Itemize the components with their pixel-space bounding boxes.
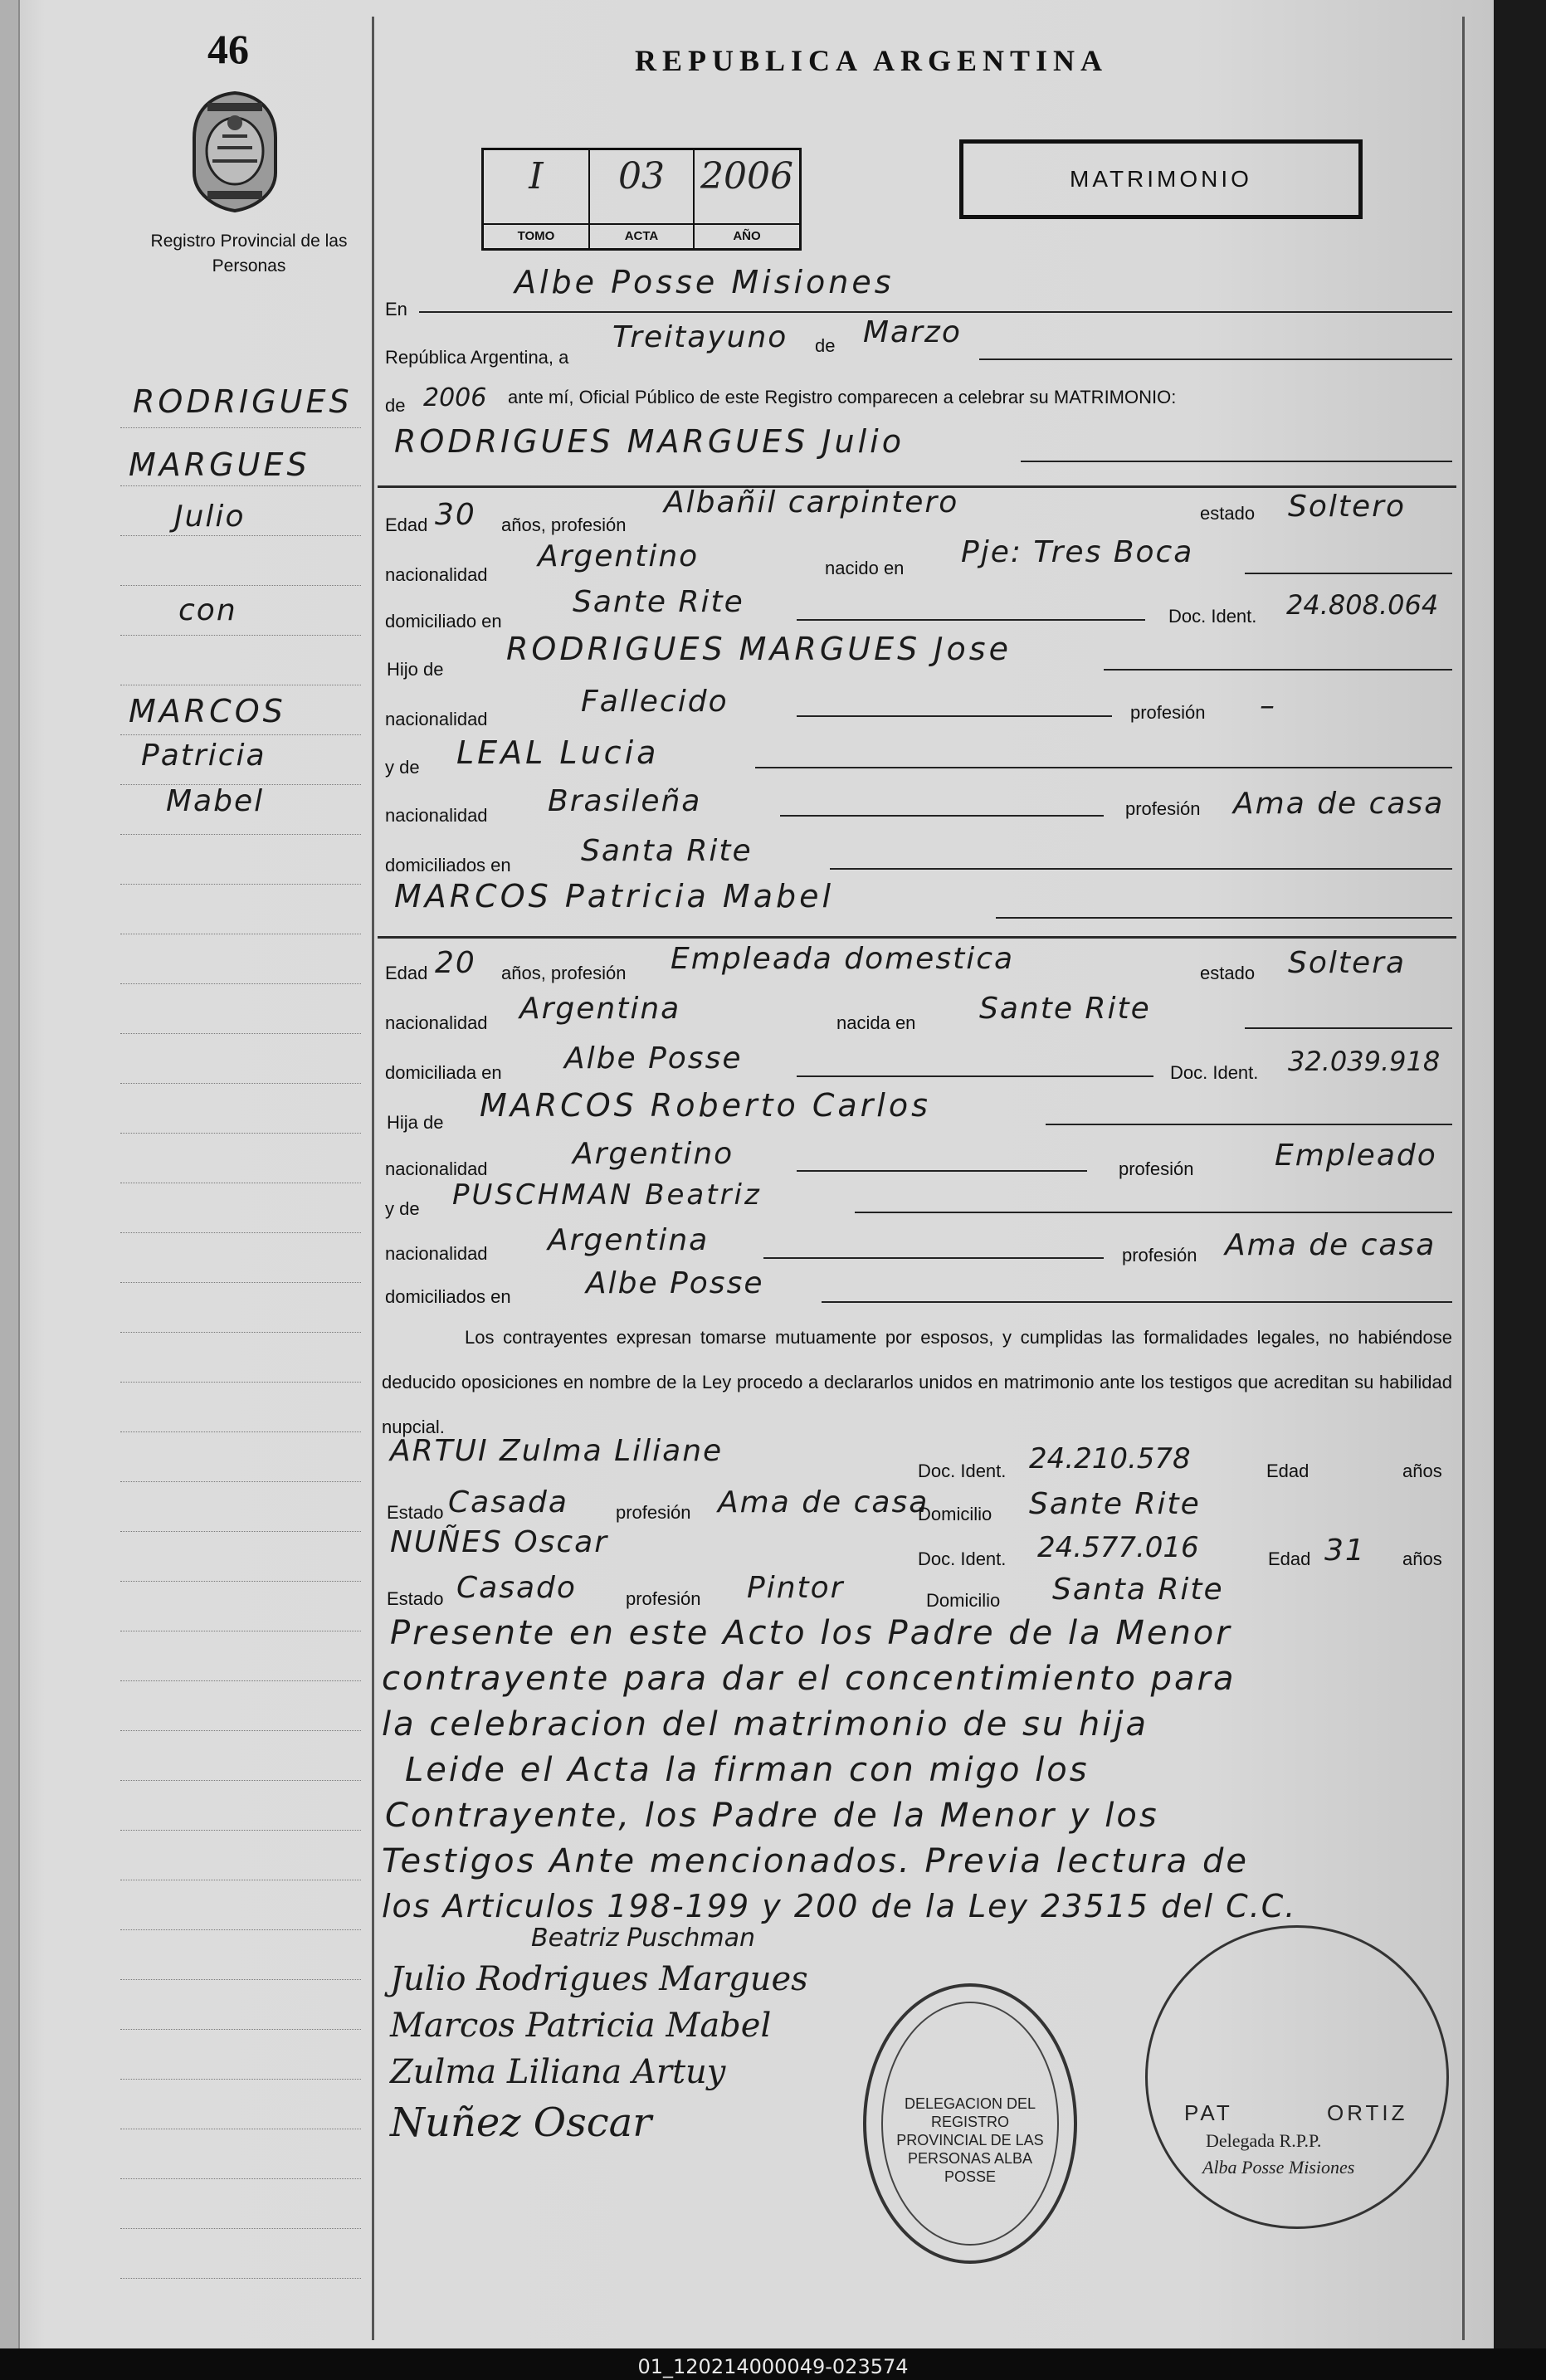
witness-1-profession: Ama de casa <box>718 1485 929 1519</box>
witness-1-domicilio-label: Domicilio <box>918 1504 992 1524</box>
groom-nationality: Argentino <box>538 539 700 573</box>
bride-nacionalidad-label: nacionalidad <box>385 1012 488 1033</box>
margin-divider <box>372 17 374 2340</box>
groom-father-profession: – <box>1260 689 1276 723</box>
fill-line <box>979 358 1452 360</box>
fill-line <box>797 715 1112 717</box>
witness-2-doc-label: Doc. Ident. <box>918 1548 1007 1569</box>
margin-rule <box>120 427 361 428</box>
fill-line <box>419 311 1452 313</box>
margin-bride-name-1: Patricia <box>141 739 266 773</box>
fill-line <box>855 1212 1452 1213</box>
bride-mother-prof-label: profesión <box>1122 1245 1197 1266</box>
delegation-stamp <box>863 1983 1077 2264</box>
document-title: REPUBLICA ARGENTINA <box>634 44 1109 77</box>
signature: Zulma Liliana Artuy <box>390 2053 726 2091</box>
margin-rule <box>120 2228 361 2229</box>
bride-mother-profession: Ama de casa <box>1225 1228 1436 1262</box>
intro-text: ante mí, Oficial Público de este Registro comparecen a celebrar su MATRIMONIO: <box>508 387 1177 407</box>
scan-footer: 01_120214000049-023574 <box>637 2355 909 2378</box>
bride-parents-domicile: Albe Posse <box>586 1266 764 1300</box>
witness-1-doc: 24.210.578 <box>1029 1442 1191 1475</box>
groom-birthplace: Pje: Tres Boca <box>961 535 1194 569</box>
fill-line <box>822 1301 1452 1303</box>
day-value: Treitayuno <box>612 320 788 354</box>
fill-line <box>830 868 1452 870</box>
margin-rule <box>120 485 361 486</box>
fill-line <box>1104 669 1452 671</box>
witness-1-profesion-label: profesión <box>616 1502 691 1523</box>
tomo-value: I <box>529 155 544 198</box>
bride-mother: PUSCHMAN Beatriz <box>452 1178 762 1212</box>
margin-rule <box>120 884 361 885</box>
groom-doc: 24.808.064 <box>1286 589 1439 621</box>
act-type-box: MATRIMONIO <box>959 139 1363 219</box>
page-number: 46 <box>207 26 249 72</box>
groom-mother-nationality: Brasileña <box>548 784 702 818</box>
margin-groom-name: Julio <box>174 500 246 534</box>
registry-label: Registro Provincial de las Personas <box>150 232 348 276</box>
witness-2-profesion-label: profesión <box>626 1588 701 1609</box>
bride-edad-label: Edad <box>385 963 428 983</box>
bride-anos-profesion-label: años, profesión <box>501 963 627 983</box>
official-stamp-line-4: Alba Posse Misiones <box>1202 2157 1355 2178</box>
official-stamp-line-3: Delegada R.P.P. <box>1206 2130 1322 2151</box>
margin-rule <box>120 1730 361 1731</box>
groom-nacido-label: nacido en <box>825 558 905 578</box>
margin-rule <box>120 1680 361 1681</box>
tomo-cell <box>484 150 590 248</box>
place-value: Albe Posse Misiones <box>515 264 895 300</box>
groom-mother-nat-label: nacionalidad <box>385 805 488 826</box>
bride-domiciliada-label: domiciliada en <box>385 1062 502 1083</box>
margin-rule <box>120 2278 361 2279</box>
page-binding <box>0 0 20 2348</box>
margin-rule <box>120 1830 361 1831</box>
margin-rule <box>120 2178 361 2179</box>
groom-yde-label: y de <box>385 757 420 778</box>
bride-father-prof-label: profesión <box>1119 1158 1194 1179</box>
witness-1-anos-label: años <box>1402 1461 1442 1481</box>
bride-yde-label: y de <box>385 1198 420 1219</box>
declaration-paragraph: Los contrayentes expresan tomarse mutuamente por esposos, y cumplidas las formalidades legales, no habiéndose deducido oposiciones en nombre de la Ley procedo a declararlos unidos en matrimonio ante los testigos que acreditan su habilidad nupcial. <box>382 1327 1452 1437</box>
bride-doc-label: Doc. Ident. <box>1170 1062 1259 1083</box>
month-value: Marzo <box>863 315 962 349</box>
year-value: 2006 <box>423 383 487 412</box>
groom-hijo-label: Hijo de <box>387 659 444 680</box>
groom-anos-profesion-label: años, profesión <box>501 515 627 535</box>
margin-rule <box>120 635 361 636</box>
margin-bride-surname: MARCOS <box>129 693 286 729</box>
official-stamp <box>1145 1925 1449 2229</box>
margin-rule <box>120 585 361 586</box>
margin-rule <box>120 1531 361 1532</box>
fill-line <box>797 1075 1153 1077</box>
margin-rule <box>120 983 361 984</box>
section-separator <box>378 936 1456 939</box>
witness-1-name: ARTUI Zulma Liliane <box>390 1434 724 1468</box>
groom-edad-label: Edad <box>385 515 428 535</box>
bride-domicile: Albe Posse <box>564 1041 743 1075</box>
scan-edge <box>1494 0 1546 2348</box>
acta-cell <box>590 150 695 248</box>
groom-father-nat-label: nacionalidad <box>385 709 488 729</box>
groom-marital-status: Soltero <box>1288 490 1406 524</box>
bride-mother-nat-label: nacionalidad <box>385 1243 488 1264</box>
margin-rule <box>120 1780 361 1781</box>
witness-2-edad-label: Edad <box>1268 1548 1311 1569</box>
margin-groom-surname-2: MARGUES <box>129 446 310 483</box>
bride-estado-label: estado <box>1200 963 1256 983</box>
fill-line <box>797 619 1145 621</box>
note-line: Contrayente, los Padre de la Menor y los <box>385 1797 1159 1835</box>
bride-nationality: Argentina <box>519 992 681 1026</box>
margin-rule <box>120 734 361 735</box>
registration-box <box>481 148 802 251</box>
de-label: de <box>815 335 836 356</box>
witness-1-status: Casada <box>448 1485 568 1519</box>
note-line: contrayente para dar el concentimiento para <box>382 1660 1236 1698</box>
bride-father: MARCOS Roberto Carlos <box>480 1087 931 1124</box>
groom-doc-label: Doc. Ident. <box>1168 606 1257 627</box>
en-label: En <box>385 299 407 319</box>
bride-nacida-label: nacida en <box>836 1012 916 1033</box>
witness-2-profession: Pintor <box>747 1571 845 1605</box>
groom-full-name: RODRIGUES MARGUES Julio <box>394 423 905 460</box>
margin-rule <box>120 1083 361 1084</box>
groom-age: 30 <box>435 498 476 532</box>
signature: Marcos Patricia Mabel <box>390 2007 772 2045</box>
margin-groom-surname-1: RODRIGUES <box>133 383 353 420</box>
tomo-label: TOMO <box>484 223 588 248</box>
witness-2-domicilio-label: Domicilio <box>926 1590 1001 1611</box>
bride-father-profession: Empleado <box>1275 1139 1437 1173</box>
note-line: los Articulos 198-199 y 200 de la Ley 23515 del C.C. <box>382 1888 1297 1924</box>
official-stamp-line-2: ORTIZ <box>1327 2100 1408 2125</box>
acta-label: ACTA <box>590 223 693 248</box>
witness-2-estado-label: Estado <box>387 1588 444 1609</box>
margin-rule <box>120 1979 361 1980</box>
bride-age: 20 <box>435 946 476 980</box>
groom-father: RODRIGUES MARGUES Jose <box>506 631 1012 667</box>
margin-rule <box>120 2079 361 2080</box>
fill-line <box>1021 461 1452 462</box>
margin-rule <box>120 1133 361 1134</box>
right-border <box>1462 17 1465 2340</box>
margin-rule <box>120 1382 361 1383</box>
margin-rule <box>120 1033 361 1034</box>
year-prefix: de <box>385 395 406 416</box>
margin-rule <box>120 535 361 536</box>
note-line: Leide el Acta la firman con migo los <box>405 1751 1090 1789</box>
ano-value: 2006 <box>700 155 793 198</box>
signature: Nuñez Oscar <box>390 2100 652 2146</box>
groom-estado-label: estado <box>1200 503 1256 524</box>
groom-mother: LEAL Lucia <box>456 734 660 771</box>
signature: Beatriz Puschman <box>531 1924 755 1953</box>
witness-1-doc-label: Doc. Ident. <box>918 1461 1007 1481</box>
witness-2-doc: 24.577.016 <box>1037 1531 1199 1564</box>
bride-father-nationality: Argentino <box>573 1137 734 1171</box>
fill-line <box>1245 1027 1452 1029</box>
groom-domicile: Sante Rite <box>573 585 744 619</box>
groom-profession: Albañil carpintero <box>664 485 959 519</box>
ano-label: AÑO <box>695 223 799 248</box>
margin-rule <box>120 2029 361 2030</box>
fill-line <box>797 1170 1087 1172</box>
bride-profession: Empleada domestica <box>671 942 1015 976</box>
provincial-seal-icon <box>189 90 280 212</box>
groom-nacionalidad-label: nacionalidad <box>385 564 488 585</box>
margin-connector: con <box>178 593 237 627</box>
witness-2-status: Casado <box>456 1571 577 1605</box>
groom-parents-domicile: Santa Rite <box>581 834 753 868</box>
bride-hija-label: Hija de <box>387 1112 444 1133</box>
fill-line <box>1245 573 1452 574</box>
bride-mother-nationality: Argentina <box>548 1223 710 1257</box>
margin-rule <box>120 1481 361 1482</box>
margin-bride-name-2: Mabel <box>166 784 265 818</box>
bride-birthplace: Sante Rite <box>979 992 1151 1026</box>
bride-marital-status: Soltera <box>1288 946 1407 980</box>
groom-father-nationality: Fallecido <box>581 685 729 719</box>
fill-line <box>996 917 1452 919</box>
witness-2-age: 31 <box>1324 1534 1366 1568</box>
signature: Julio Rodrigues Margues <box>390 1960 808 1998</box>
margin-rule <box>120 1282 361 1283</box>
fill-line <box>1046 1124 1452 1125</box>
margin-rule <box>120 1332 361 1333</box>
fill-line <box>755 767 1452 768</box>
margin-rule <box>120 1929 361 1930</box>
witness-2-domicile: Santa Rite <box>1052 1573 1224 1607</box>
bride-full-name: MARCOS Patricia Mabel <box>394 878 835 914</box>
margin-rule <box>120 1431 361 1432</box>
bride-doc: 32.039.918 <box>1288 1046 1441 1077</box>
witness-1-edad-label: Edad <box>1266 1461 1309 1481</box>
witness-2-anos-label: años <box>1402 1548 1442 1569</box>
groom-father-prof-label: profesión <box>1130 702 1206 723</box>
groom-parents-dom-label: domiciliados en <box>385 855 511 875</box>
ano-cell <box>695 150 799 248</box>
official-stamp-line-1: PAT <box>1184 2100 1233 2125</box>
groom-mother-prof-label: profesión <box>1125 798 1201 819</box>
witness-1-domicile: Sante Rite <box>1029 1487 1201 1521</box>
republica-label: República Argentina, a <box>385 347 569 368</box>
bride-parents-dom-label: domiciliados en <box>385 1286 511 1307</box>
acta-value: 03 <box>618 155 665 198</box>
witness-2-name: NUÑES Oscar <box>390 1525 608 1559</box>
margin-rule <box>120 834 361 835</box>
delegation-stamp-text: DELEGACION DEL REGISTRO PROVINCIAL DE LAS PERSONAS ALBA POSSE <box>896 2095 1044 2185</box>
groom-domiciliado-label: domiciliado en <box>385 611 502 632</box>
fill-line <box>780 815 1104 817</box>
witness-1-estado-label: Estado <box>387 1502 444 1523</box>
margin-rule <box>120 1232 361 1233</box>
note-line: Presente en este Acto los Padre de la Menor <box>390 1614 1232 1652</box>
margin-rule <box>120 1581 361 1582</box>
bride-father-nat-label: nacionalidad <box>385 1158 488 1179</box>
fill-line <box>763 1257 1104 1259</box>
note-line: Testigos Ante mencionados. Previa lectura de <box>382 1842 1249 1880</box>
groom-mother-profession: Ama de casa <box>1233 787 1445 821</box>
note-line: la celebracion del matrimonio de su hija <box>382 1705 1149 1744</box>
